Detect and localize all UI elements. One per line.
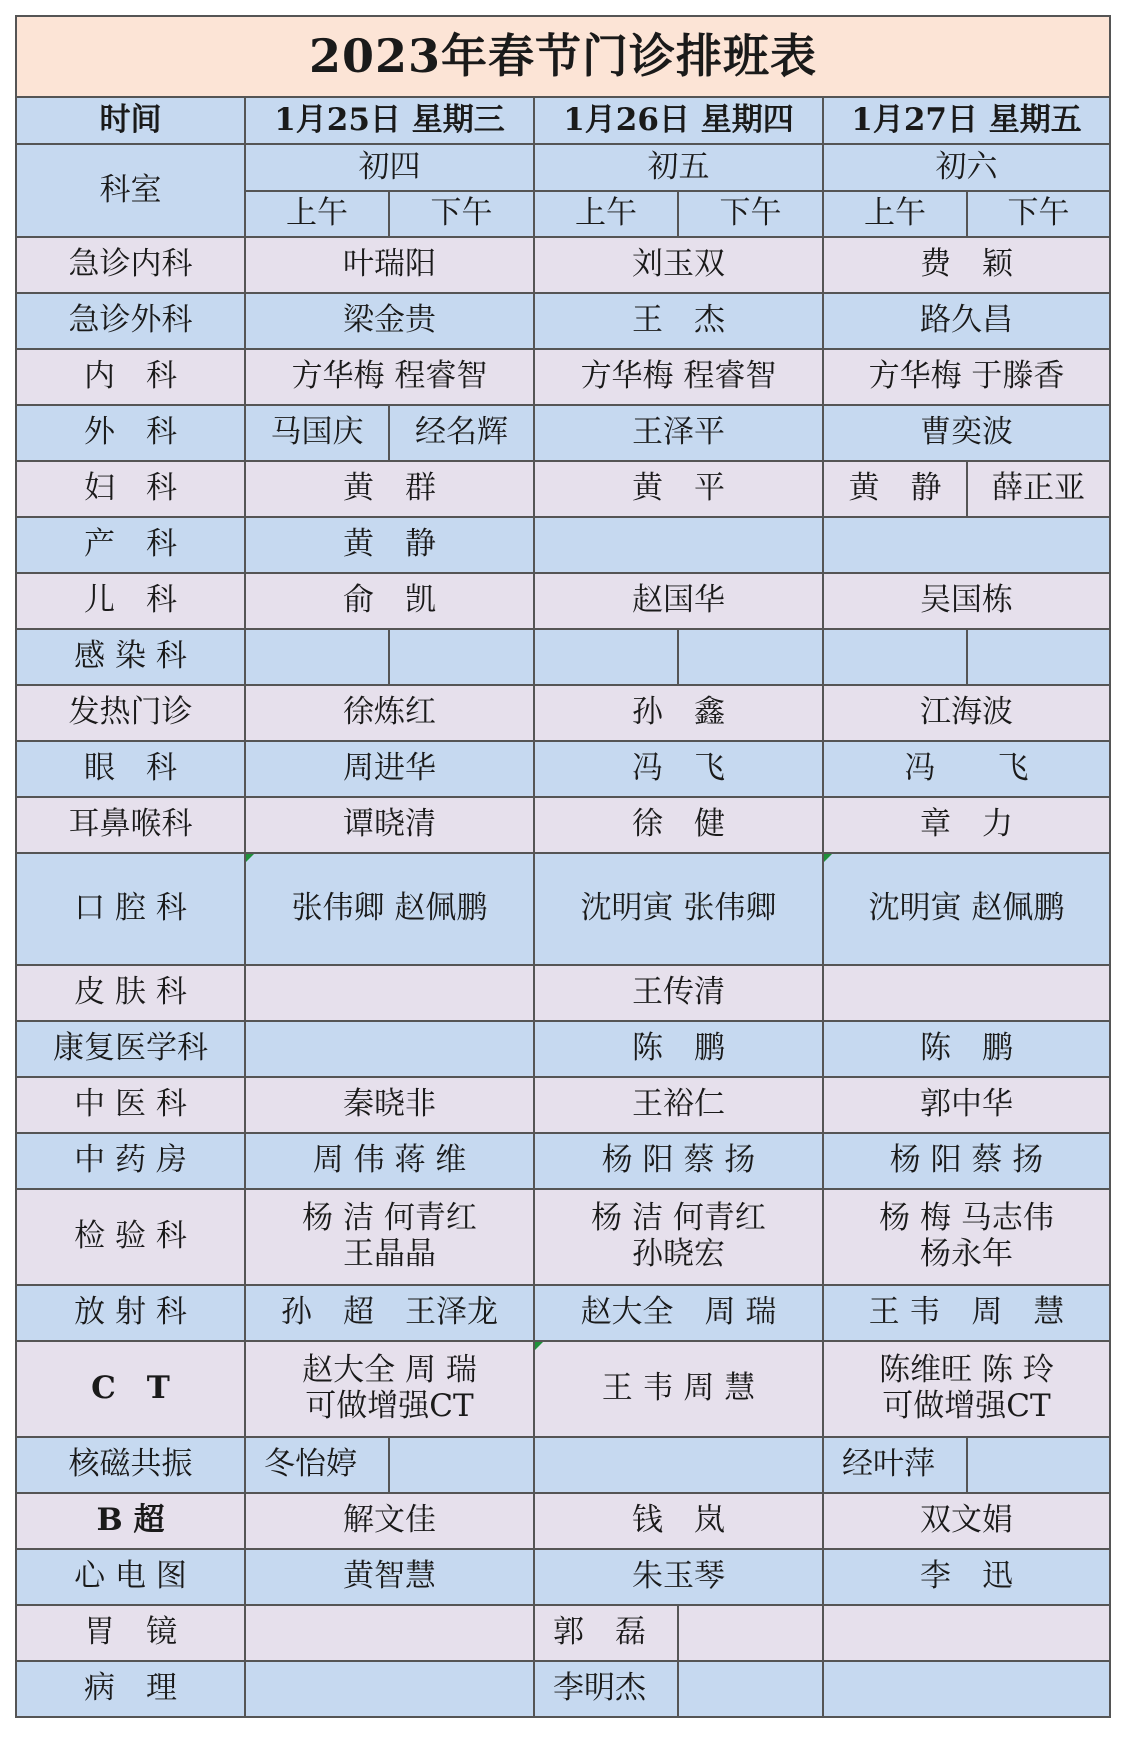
schedule-cell: 刘玉双 [534,237,823,293]
dept-label: 眼 科 [16,741,245,797]
schedule-cell [245,1341,534,1437]
schedule-cell: 李明杰 [534,1661,678,1717]
dept-label: 妇 科 [16,461,245,517]
schedule-cell: 章 力 [823,797,1110,853]
schedule-cell: 黄 群 [245,461,534,517]
schedule-cell: 王裕仁 [534,1077,823,1133]
empty-cell [534,629,678,685]
cell-text: 沈明寅 赵佩鹏 [868,890,1065,927]
schedule-cell: 周 伟 蒋 维 [245,1133,534,1189]
dept-label: 内 科 [16,349,245,405]
schedule-cell: 孙 鑫 [534,685,823,741]
dept-label: 急诊外科 [16,293,245,349]
empty-cell [823,1605,1110,1661]
empty-cell [678,629,823,685]
dept-label: 康复医学科 [16,1021,245,1077]
schedule-cell [823,1341,1110,1437]
date-header-1: 1月25日 星期三 [245,97,534,144]
schedule-cell [534,1341,823,1437]
schedule-cell: 郭 磊 [534,1605,678,1661]
schedule-cell: 方华梅 程睿智 [534,349,823,405]
cell-line: 陈维旺 陈 玲 [879,1352,1054,1389]
am-header: 上午 [823,191,967,237]
schedule-cell: 王 韦 周 慧 [823,1285,1110,1341]
lunar-header-3: 初六 [823,144,1110,191]
schedule-cell: 秦晓非 [245,1077,534,1133]
time-header: 时间 [16,97,245,144]
schedule-cell: 杨 阳 蔡 扬 [823,1133,1110,1189]
schedule-cell: 钱 岚 [534,1493,823,1549]
schedule-cell: 周进华 [245,741,534,797]
cell-line: 杨永年 [920,1236,1013,1272]
schedule-cell: 冯 飞 [823,741,1110,797]
dept-label: 中 医 科 [16,1077,245,1133]
dept-label: 心 电 图 [16,1549,245,1605]
schedule-cell [245,853,534,965]
schedule-cell: 马国庆 [245,405,389,461]
dept-label: 外 科 [16,405,245,461]
schedule-cell: 黄智慧 [245,1549,534,1605]
empty-cell [823,629,967,685]
schedule-cell [823,853,1110,965]
schedule-cell: 方华梅 程睿智 [245,349,534,405]
dept-label: 发热门诊 [16,685,245,741]
schedule-cell [245,1189,534,1285]
schedule-cell: 徐炼红 [245,685,534,741]
cell-text: 王 韦 周 慧 [601,1370,756,1407]
empty-cell [678,1661,823,1717]
empty-cell [823,1661,1110,1717]
empty-cell [823,517,1110,573]
dept-header: 科室 [16,144,245,237]
cell-line: 孙晓宏 [632,1236,725,1272]
dept-label: 耳鼻喉科 [16,797,245,853]
date-header-3: 1月27日 星期五 [823,97,1110,144]
empty-cell [245,1021,534,1077]
page-title: 2023年春节门诊排班表 [16,16,1110,97]
schedule-cell: 王 杰 [534,293,823,349]
schedule-cell: 陈 鹏 [534,1021,823,1077]
schedule-cell: 路久昌 [823,293,1110,349]
am-header: 上午 [245,191,389,237]
schedule-cell: 黄 静 [245,517,534,573]
schedule-cell: 沈明寅 张伟卿 [534,853,823,965]
lunar-header-2: 初五 [534,144,823,191]
dept-label: 中 药 房 [16,1133,245,1189]
cell-text: 张伟卿 赵佩鹏 [291,890,488,927]
empty-cell [389,629,534,685]
schedule-cell: 李 迅 [823,1549,1110,1605]
comment-marker-icon [824,854,832,862]
empty-cell [823,965,1110,1021]
dept-label: 检 验 科 [16,1189,245,1285]
dept-label: B 超 [16,1493,245,1549]
date-header-2: 1月26日 星期四 [534,97,823,144]
schedule-cell: 俞 凯 [245,573,534,629]
cell-line: 可做增强CT [882,1388,1051,1424]
dept-label: 儿 科 [16,573,245,629]
empty-cell [245,1605,534,1661]
dept-label: 皮 肤 科 [16,965,245,1021]
lunar-header-1: 初四 [245,144,534,191]
schedule-cell: 双文娟 [823,1493,1110,1549]
comment-marker-icon [535,1342,543,1350]
empty-cell [534,517,823,573]
dept-label: C T [16,1341,245,1437]
empty-cell [967,1437,1110,1493]
cell-line: 赵大全 周 瑞 [302,1352,477,1389]
schedule-cell: 朱玉琴 [534,1549,823,1605]
am-header: 上午 [534,191,678,237]
schedule-cell: 赵大全 周 瑞 [534,1285,823,1341]
schedule-cell [534,1189,823,1285]
schedule-cell: 方华梅 于滕香 [823,349,1110,405]
empty-cell [967,629,1110,685]
schedule-table [15,15,1111,1718]
empty-cell [245,629,389,685]
dept-label: 放 射 科 [16,1285,245,1341]
schedule-cell: 叶瑞阳 [245,237,534,293]
schedule-cell: 梁金贵 [245,293,534,349]
schedule-cell: 王传清 [534,965,823,1021]
empty-cell [534,1437,823,1493]
schedule-cell: 江海波 [823,685,1110,741]
schedule-cell: 冯 飞 [534,741,823,797]
schedule-cell: 郭中华 [823,1077,1110,1133]
schedule-cell: 冬怡婷 [245,1437,389,1493]
schedule-cell: 黄 静 [823,461,967,517]
schedule-cell: 谭晓清 [245,797,534,853]
cell-line: 杨 洁 何青红 [302,1200,477,1237]
schedule-cell: 赵国华 [534,573,823,629]
dept-label: 产 科 [16,517,245,573]
dept-label: 胃 镜 [16,1605,245,1661]
schedule-cell: 经名辉 [389,405,534,461]
schedule-cell: 黄 平 [534,461,823,517]
dept-label: 病 理 [16,1661,245,1717]
pm-header: 下午 [967,191,1110,237]
cell-line: 杨 洁 何青红 [591,1200,766,1237]
schedule-cell: 徐 健 [534,797,823,853]
empty-cell [245,1661,534,1717]
schedule-cell: 解文佳 [245,1493,534,1549]
schedule-cell: 费 颖 [823,237,1110,293]
pm-header: 下午 [389,191,534,237]
pm-header: 下午 [678,191,823,237]
dept-label: 感 染 科 [16,629,245,685]
empty-cell [245,965,534,1021]
schedule-cell [823,1189,1110,1285]
cell-line: 可做增强CT [305,1388,474,1424]
schedule-cell: 王泽平 [534,405,823,461]
cell-line: 王晶晶 [343,1236,436,1272]
comment-marker-icon [246,854,254,862]
dept-label: 急诊内科 [16,237,245,293]
schedule-cell: 杨 阳 蔡 扬 [534,1133,823,1189]
dept-label: 口 腔 科 [16,853,245,965]
schedule-cell: 曹奕波 [823,405,1110,461]
cell-line: 杨 梅 马志伟 [879,1200,1054,1237]
schedule-cell: 孙 超 王泽龙 [245,1285,534,1341]
schedule-cell: 经叶萍 [823,1437,967,1493]
empty-cell [678,1605,823,1661]
schedule-cell: 薛正亚 [967,461,1110,517]
schedule-cell: 陈 鹏 [823,1021,1110,1077]
schedule-cell: 吴国栋 [823,573,1110,629]
dept-label: 核磁共振 [16,1437,245,1493]
empty-cell [389,1437,534,1493]
